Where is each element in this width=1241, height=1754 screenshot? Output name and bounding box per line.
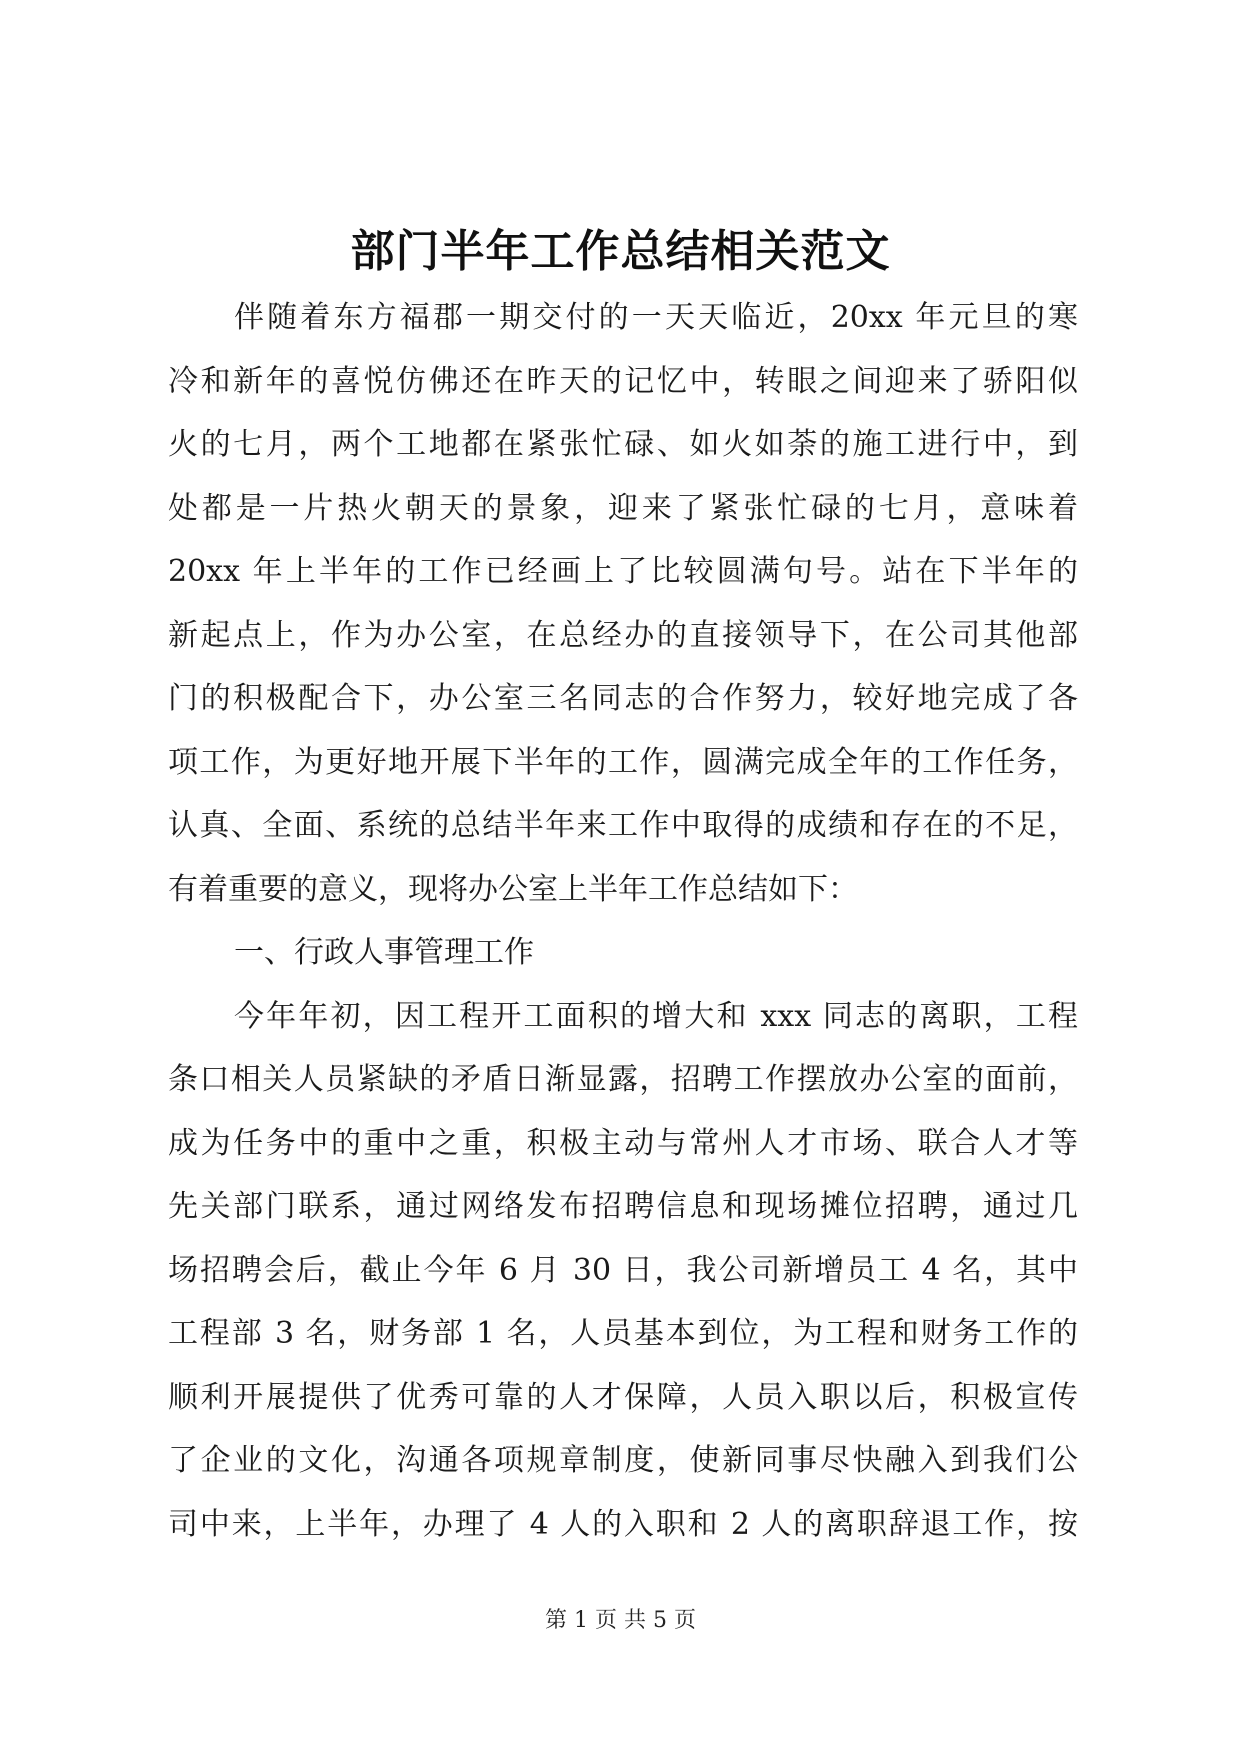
paragraph-1-line-3: 火的七月，两个工地都在紧张忙碌、如火如荼的施工进行中，到 (168, 427, 1078, 462)
paragraph-2-line-1: 今年年初，因工程开工面积的增大和 xxx 同志的离职，工程 (234, 998, 1078, 1034)
paragraph-1-line-7: 门的积极配合下，办公室三名同志的合作努力，较好地完成了各 (168, 681, 1078, 716)
paragraph-2-line-6: 工程部 3 名，财务部 1 名，人员基本到位，为工程和财务工作的 (168, 1316, 1078, 1351)
paragraph-2-line-2: 条口相关人员紧缺的矛盾日渐显露，招聘工作摆放办公室的面前， (168, 1062, 1078, 1097)
paragraph-1-line-2: 冷和新年的喜悦仿佛还在昨天的记忆中，转眼之间迎来了骄阳似 (168, 363, 1078, 399)
page-footer: 第 1 页 共 5 页 (545, 1608, 696, 1633)
paragraph-2-line-3: 成为任务中的重中之重，积极主动与常州人才市场、联合人才等 (168, 1125, 1078, 1161)
paragraph-1-line-4: 处都是一片热火朝天的景象，迎来了紧张忙碌的七月，意味着 (168, 490, 1078, 526)
document-body (168, 286, 1078, 1556)
paragraph-1-line-10: 有着重要的意义，现将办公室上半年工作总结如下： (168, 871, 858, 907)
section-heading: 一、行政人事管理工作 (234, 935, 534, 970)
paragraph-2-line-5: 场招聘会后，截止今年 6 月 30 日，我公司新增员工 4 名，其中 (168, 1252, 1078, 1288)
paragraph-2-line-8: 了企业的文化，沟通各项规章制度，使新同事尽快融入到我们公 (168, 1443, 1078, 1478)
paragraph-1-line-9: 认真、全面、系统的总结半年来工作中取得的成绩和存在的不足， (168, 808, 1078, 843)
paragraph-2-line-7: 顺利开展提供了优秀可靠的人才保障，人员入职以后，积极宣传 (168, 1379, 1078, 1415)
paragraph-2-line-4: 先关部门联系，通过网络发布招聘信息和现场摊位招聘，通过几 (168, 1189, 1078, 1224)
paragraph-1-line-1: 伴随着东方福郡一期交付的一天天临近，20xx 年元旦的寒 (234, 300, 1078, 335)
paragraph-1-line-6: 新起点上，作为办公室，在总经办的直接领导下，在公司其他部 (168, 617, 1078, 653)
paragraph-1-line-5: 20xx 年上半年的工作已经画上了比较圆满句号。站在下半年的 (168, 554, 1078, 589)
document-title: 部门半年工作总结相关范文 (350, 226, 891, 277)
paragraph-1-line-8: 项工作，为更好地开展下半年的工作，圆满完成全年的工作任务， (168, 744, 1078, 780)
paragraph-2-line-9: 司中来，上半年，办理了 4 人的入职和 2 人的离职辞退工作，按 (168, 1506, 1078, 1542)
